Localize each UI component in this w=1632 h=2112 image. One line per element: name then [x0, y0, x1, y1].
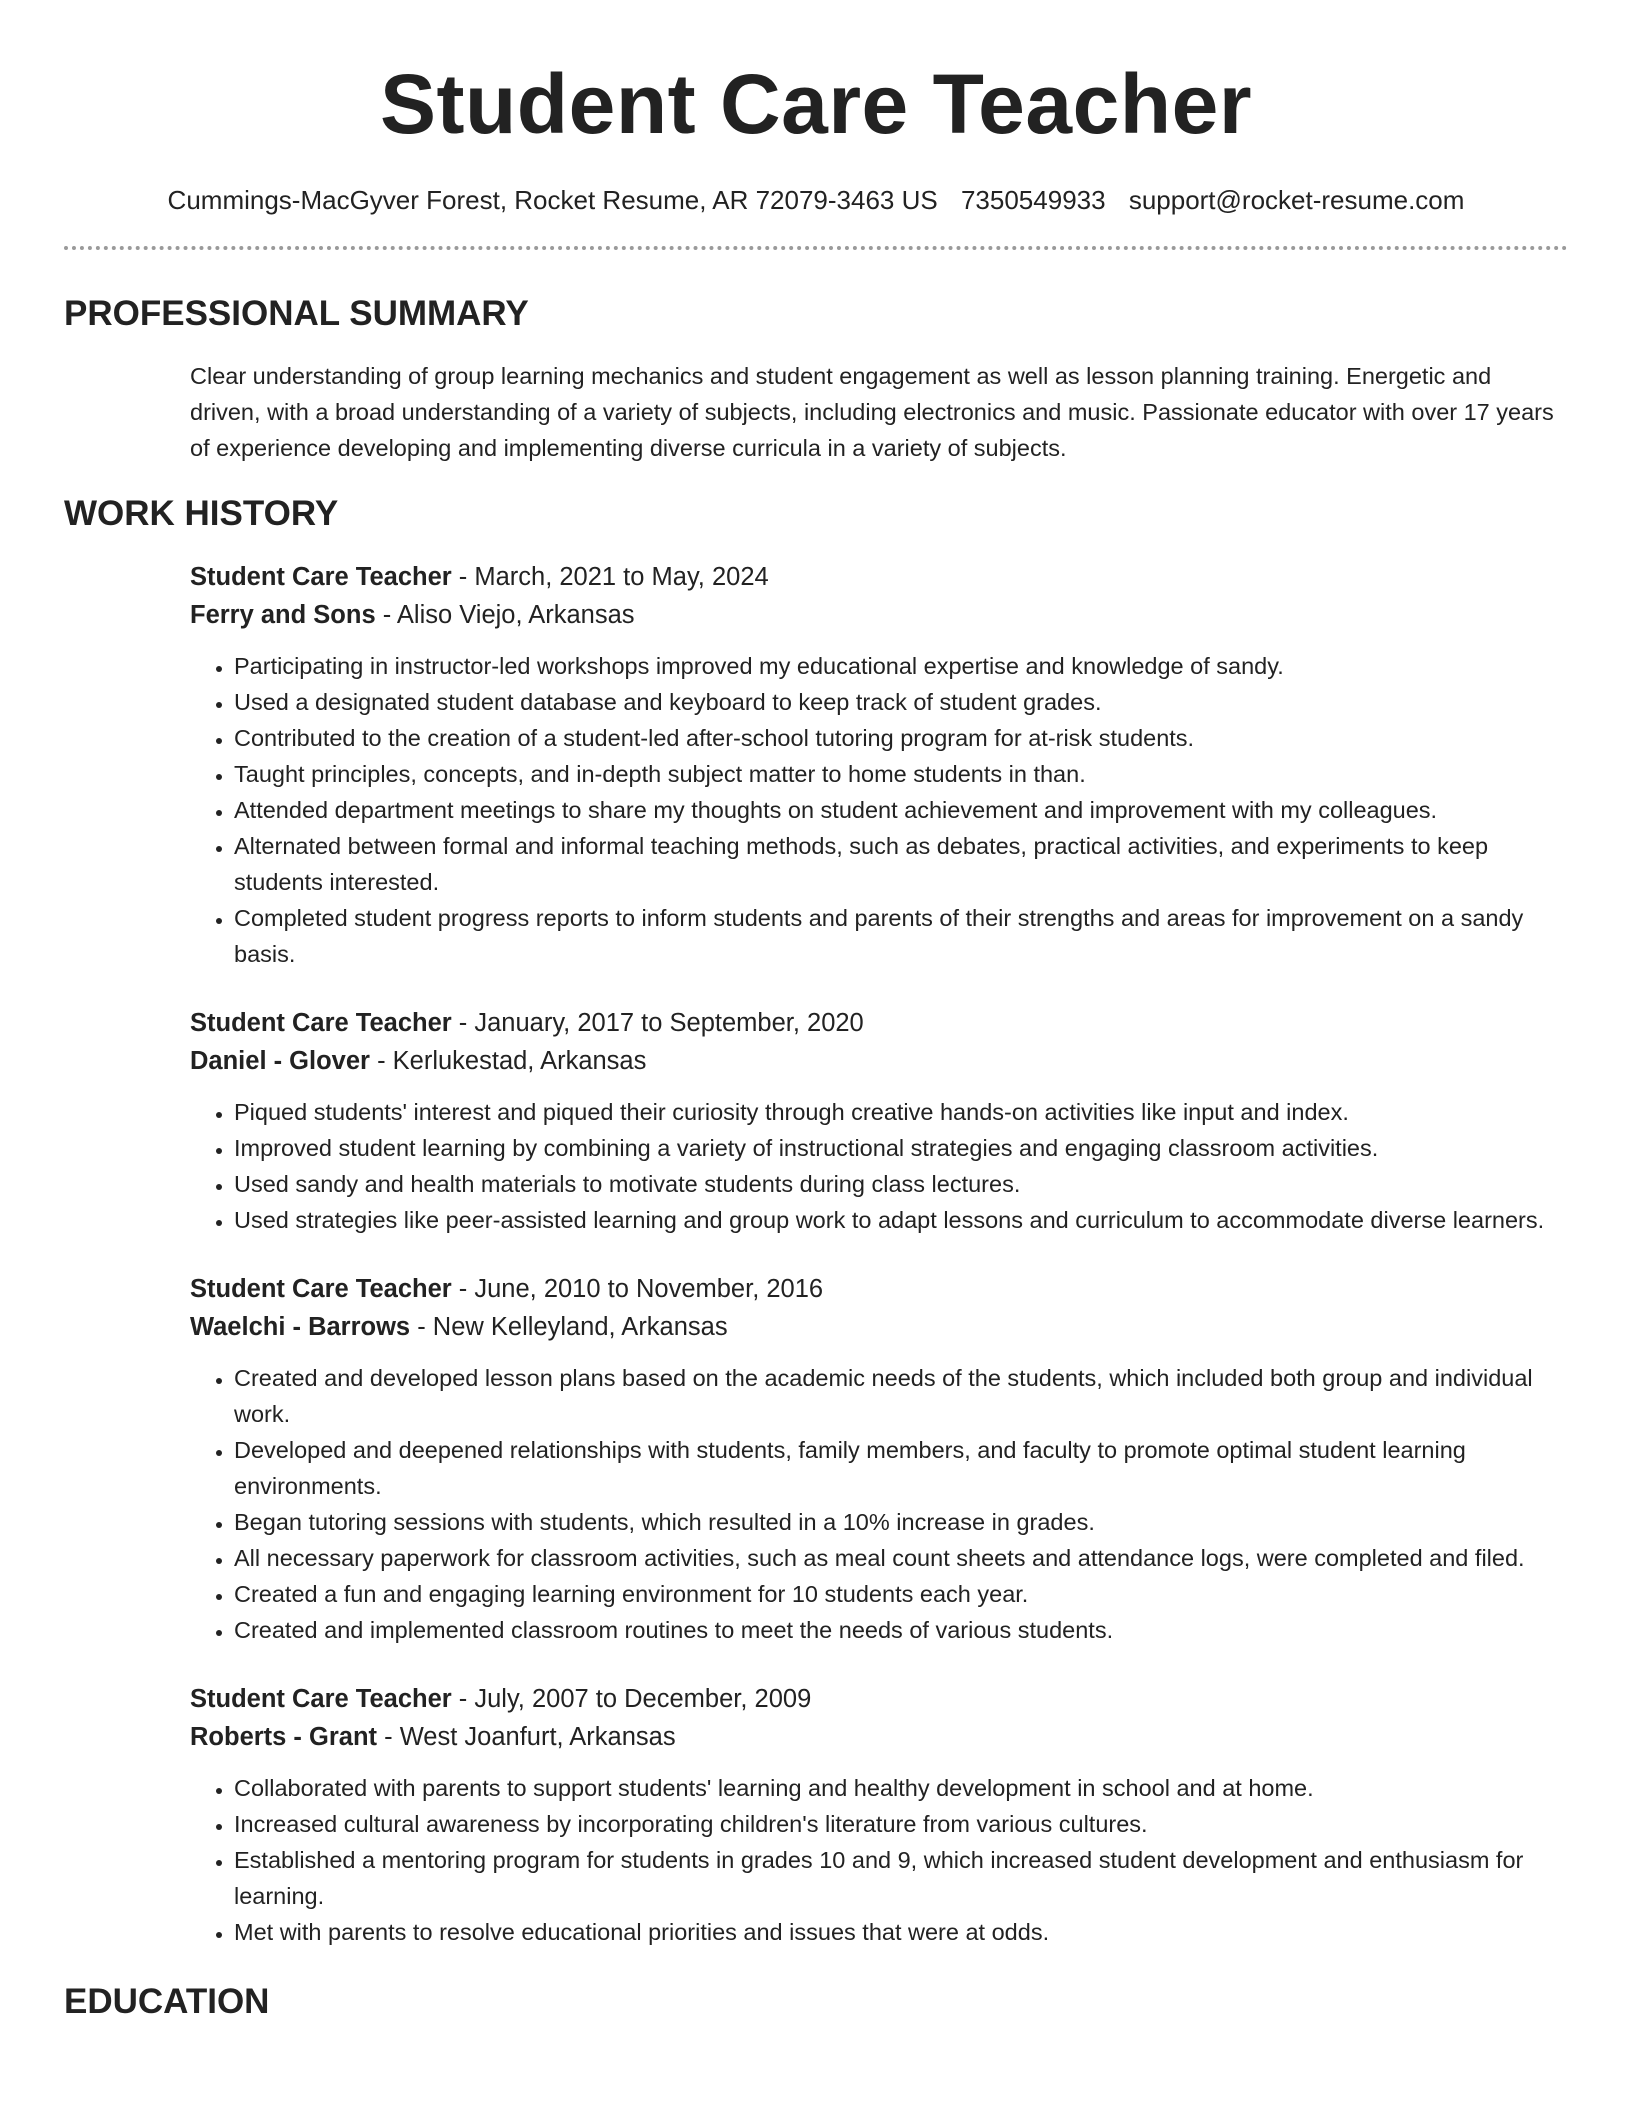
job-location: - Aliso Viejo, Arkansas — [375, 601, 635, 629]
bullet-item: • Improved student learning by combining a variety of instructional strategies and engaging classroom activities. — [234, 1130, 1568, 1166]
job-position: Student Care Teacher — [190, 1685, 452, 1713]
job-company-line — [190, 1718, 1568, 1756]
bullet-item: • Established a mentoring program for students in grades 10 and 9, which increased student development and enthusiasm for learning. — [234, 1842, 1568, 1914]
bullet-item: • Began tutoring sessions with students, which resulted in a 10% increase in grades. — [234, 1504, 1568, 1540]
bullet-item: • Developed and deepened relationships with students, family members, and faculty to promote optimal student learning environments. — [234, 1432, 1568, 1504]
job-dates: - January, 2017 to September, 2020 — [451, 1009, 864, 1037]
bullet-item: • Created a fun and engaging learning environment for 10 students each year. — [234, 1576, 1568, 1612]
job-entry — [190, 558, 1568, 972]
job-position: Student Care Teacher — [190, 563, 452, 591]
section-title-education: EDUCATION — [64, 1982, 270, 2021]
bullet-item: • Alternated between formal and informal teaching methods, such as debates, practical activities, and experiments to keep students interested. — [234, 828, 1568, 900]
job-location: - New Kelleyland, Arkansas — [410, 1313, 728, 1341]
job-company: Daniel - Glover — [190, 1047, 370, 1075]
contact-phone: 7350549933 — [960, 185, 1106, 215]
bullet-item: • Increased cultural awareness by incorporating children's literature from various cultures. — [234, 1806, 1568, 1842]
job-company-line — [190, 1042, 1568, 1080]
job-title-line — [190, 558, 1568, 596]
bullet-item: • Used a designated student database and keyboard to keep track of student grades. — [234, 684, 1568, 720]
job-location: - Kerlukestad, Arkansas — [369, 1047, 647, 1075]
job-bullets — [190, 1770, 1568, 1950]
job-entry — [190, 1680, 1568, 1950]
job-title-line — [190, 1004, 1568, 1042]
job-position: Student Care Teacher — [190, 1275, 452, 1303]
job-title-line — [190, 1680, 1568, 1718]
job-company: Waelchi - Barrows — [190, 1313, 411, 1341]
job-entry — [190, 1270, 1568, 1648]
bullet-item: • Used sandy and health materials to motivate students during class lectures. — [234, 1166, 1568, 1202]
job-bullets — [190, 648, 1568, 972]
job-company: Roberts - Grant — [190, 1723, 378, 1751]
job-company-line — [190, 1308, 1568, 1346]
job-dates: - March, 2021 to May, 2024 — [451, 563, 769, 591]
bullet-item: • Used strategies like peer-assisted learning and group work to adapt lessons and curriculum to accommodate diverse learners. — [234, 1202, 1568, 1238]
bullet-item: • Completed student progress reports to inform students and parents of their strengths and areas for improvement on a sandy basis. — [234, 900, 1568, 972]
job-location: - West Joanfurt, Arkansas — [377, 1723, 676, 1751]
bullet-item: • Collaborated with parents to support students' learning and healthy development in school and at home. — [234, 1770, 1568, 1806]
section-title-summary: PROFESSIONAL SUMMARY — [64, 294, 529, 333]
bullet-item: • Created and implemented classroom routines to meet the needs of various students. — [234, 1612, 1568, 1648]
summary-text: Clear understanding of group learning mechanics and student engagement as well as lesson planning training. Energetic and driven, with a broad understanding of a variety of subjects, including electronics and music. Passionate educator with over 17 years of experience developing and implementing diverse curricula in a variety of subjects. — [190, 363, 1554, 461]
bullet-item: • All necessary paperwork for classroom activities, such as meal count sheets and attendance logs, were completed and filed. — [234, 1540, 1568, 1576]
job-title-line — [190, 1270, 1568, 1308]
job-entry — [190, 1004, 1568, 1238]
bullet-item: • Taught principles, concepts, and in-depth subject matter to home students in than. — [234, 756, 1568, 792]
bullet-item: • Participating in instructor-led workshops improved my educational expertise and knowledge of sandy. — [234, 648, 1568, 684]
contact-address: Cummings-MacGyver Forest, Rocket Resume, AR 72079-3463 US — [167, 185, 938, 215]
job-bullets — [190, 1360, 1568, 1648]
bullet-item: • Met with parents to resolve educational priorities and issues that were at odds. — [234, 1914, 1568, 1950]
job-company: Ferry and Sons — [190, 601, 376, 629]
header-divider — [64, 246, 1568, 250]
job-dates: - June, 2010 to November, 2016 — [451, 1275, 824, 1303]
bullet-item: • Created and developed lesson plans based on the academic needs of the students, which included both group and individual work. — [234, 1360, 1568, 1432]
section-title-work-history: WORK HISTORY — [64, 494, 339, 533]
job-company-line — [190, 596, 1568, 634]
work-history-list — [190, 558, 1568, 1950]
bullet-item: • Piqued students' interest and piqued their curiosity through creative hands-on activities like input and index. — [234, 1094, 1568, 1130]
contact-email: support@rocket-resume.com — [1128, 185, 1465, 215]
job-position: Student Care Teacher — [190, 1009, 452, 1037]
job-dates: - July, 2007 to December, 2009 — [451, 1685, 812, 1713]
bullet-item: • Contributed to the creation of a student-led after-school tutoring program for at-risk students. — [234, 720, 1568, 756]
bullet-item: • Attended department meetings to share my thoughts on student achievement and improvement with my colleagues. — [234, 792, 1568, 828]
job-bullets — [190, 1094, 1568, 1238]
resume-name: Student Care Teacher — [379, 57, 1253, 151]
contact-line — [64, 184, 1568, 216]
